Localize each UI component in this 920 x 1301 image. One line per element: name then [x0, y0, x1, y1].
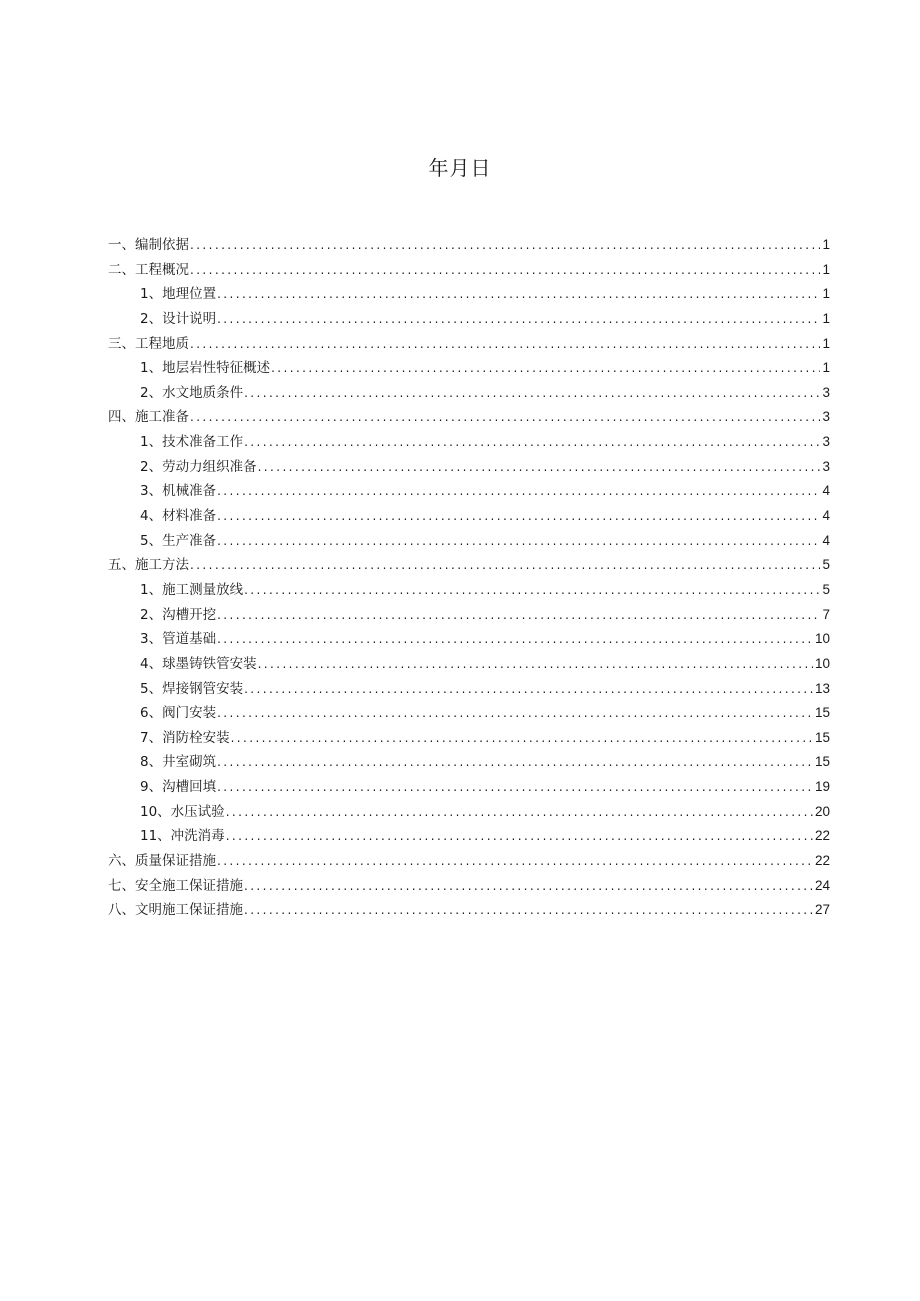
toc-page-number: 20	[814, 803, 830, 819]
toc-page-number: 3	[822, 409, 830, 425]
toc-entry[interactable]	[108, 849, 830, 874]
toc-entry-label: 6、阀门安装	[140, 705, 217, 722]
toc-entry-label: 七、安全施工保证措施	[108, 877, 243, 894]
toc-entry[interactable]	[108, 258, 830, 283]
toc-dot-leader	[231, 726, 813, 750]
toc-dot-leader	[244, 874, 813, 898]
table-of-contents	[108, 233, 830, 923]
toc-page-number: 4	[822, 532, 830, 548]
toc-entry[interactable]	[108, 430, 830, 455]
toc-dot-leader	[217, 750, 813, 774]
toc-entry[interactable]	[108, 824, 830, 849]
toc-entry[interactable]	[108, 356, 830, 381]
toc-entry-label: 2、劳动力组织准备	[140, 458, 257, 475]
toc-page-number: 3	[822, 458, 830, 474]
toc-entry-label: 2、水文地质条件	[140, 384, 244, 401]
toc-entry-label: 8、井室砌筑	[140, 754, 217, 771]
toc-entry-label: 二、工程概况	[108, 261, 189, 278]
toc-page-number: 3	[822, 434, 830, 450]
toc-entry-label: 3、管道基础	[140, 631, 217, 648]
toc-entry-label: 五、施工方法	[108, 557, 189, 574]
toc-entry[interactable]	[108, 603, 830, 628]
toc-page-number: 1	[822, 310, 830, 326]
toc-entry-label: 四、施工准备	[108, 409, 189, 426]
toc-entry-label: 5、焊接钢管安装	[140, 680, 244, 697]
toc-entry-label: 11、冲洗消毒	[140, 828, 225, 845]
toc-entry-label: 1、地理位置	[140, 286, 217, 303]
toc-page-number: 4	[822, 483, 830, 499]
toc-dot-leader	[244, 898, 813, 922]
toc-page-number: 1	[822, 360, 830, 376]
toc-entry-label: 2、沟槽开挖	[140, 606, 217, 623]
toc-dot-leader	[217, 701, 813, 725]
toc-entry-label: 9、沟槽回填	[140, 779, 217, 796]
toc-dot-leader	[244, 677, 813, 701]
toc-page-number: 10	[814, 631, 830, 647]
toc-entry-label: 一、编制依据	[108, 237, 189, 253]
toc-entry-label: 三、工程地质	[108, 335, 189, 352]
toc-entry-label: 4、材料准备	[140, 508, 217, 525]
toc-entry-label: 1、技术准备工作	[140, 434, 244, 451]
toc-dot-leader	[217, 504, 820, 528]
toc-page-number: 27	[814, 902, 830, 918]
toc-dot-leader	[190, 233, 820, 257]
toc-entry[interactable]	[108, 479, 830, 504]
toc-page-number: 13	[814, 680, 830, 696]
toc-entry[interactable]	[108, 405, 830, 430]
toc-entry[interactable]	[108, 677, 830, 702]
toc-page-number: 4	[822, 508, 830, 524]
toc-entry-label: 5、生产准备	[140, 532, 217, 549]
toc-entry[interactable]	[108, 898, 830, 923]
toc-dot-leader	[217, 282, 820, 306]
toc-entry[interactable]	[108, 455, 830, 480]
toc-entry[interactable]	[108, 529, 830, 554]
toc-entry[interactable]	[108, 578, 830, 603]
toc-dot-leader	[244, 578, 820, 602]
toc-entry[interactable]	[108, 307, 830, 332]
toc-entry[interactable]	[108, 874, 830, 899]
toc-page-number: 15	[814, 705, 830, 721]
toc-entry[interactable]	[108, 726, 830, 751]
toc-entry-label: 7、消防栓安装	[140, 729, 230, 746]
toc-page-number: 1	[822, 335, 830, 351]
toc-page-number: 15	[814, 729, 830, 745]
toc-dot-leader	[217, 627, 813, 651]
toc-entry-label: 1、施工测量放线	[140, 581, 244, 598]
toc-entry[interactable]	[108, 332, 830, 357]
toc-dot-leader	[190, 258, 820, 282]
toc-dot-leader	[226, 800, 813, 824]
toc-dot-leader	[271, 356, 820, 380]
toc-page-number: 1	[822, 286, 830, 302]
toc-dot-leader	[217, 529, 820, 553]
toc-entry-label: 2、设计说明	[140, 310, 217, 327]
document-title: 年月日	[428, 156, 492, 180]
toc-entry[interactable]	[108, 282, 830, 307]
toc-entry[interactable]	[108, 381, 830, 406]
toc-page-number: 22	[814, 828, 830, 844]
toc-dot-leader	[217, 307, 820, 331]
toc-page-number: 1	[822, 237, 830, 252]
toc-page-number: 10	[814, 655, 830, 671]
toc-page-number: 15	[814, 754, 830, 770]
toc-page-number: 22	[814, 853, 830, 869]
toc-dot-leader	[190, 553, 820, 577]
toc-entry-label: 4、球墨铸铁管安装	[140, 655, 257, 672]
toc-dot-leader	[244, 381, 820, 405]
toc-page-number: 7	[822, 606, 830, 622]
toc-dot-leader	[217, 603, 820, 627]
toc-entry[interactable]	[108, 750, 830, 775]
toc-dot-leader	[244, 430, 820, 454]
toc-dot-leader	[226, 824, 813, 848]
toc-entry-label: 八、文明施工保证措施	[108, 902, 243, 919]
toc-entry[interactable]	[108, 775, 830, 800]
toc-dot-leader	[258, 455, 821, 479]
toc-entry[interactable]	[108, 800, 830, 825]
toc-dot-leader	[258, 652, 813, 676]
toc-dot-leader	[217, 849, 813, 873]
toc-dot-leader	[190, 405, 820, 429]
toc-page-number: 3	[822, 384, 830, 400]
toc-entry[interactable]	[108, 233, 830, 258]
toc-page-number: 5	[822, 557, 830, 573]
toc-dot-leader	[190, 332, 820, 356]
toc-dot-leader	[217, 775, 813, 799]
toc-entry[interactable]	[108, 652, 830, 677]
toc-page-number: 5	[822, 581, 830, 597]
toc-entry[interactable]	[108, 627, 830, 652]
toc-dot-leader	[217, 479, 820, 503]
toc-entry-label: 10、水压试验	[140, 803, 225, 820]
toc-entry-label: 3、机械准备	[140, 483, 217, 500]
toc-entry[interactable]	[108, 701, 830, 726]
toc-entry[interactable]	[108, 504, 830, 529]
toc-page-number: 19	[814, 779, 830, 795]
toc-entry[interactable]	[108, 553, 830, 578]
toc-entry-label: 1、地层岩性特征概述	[140, 360, 271, 377]
toc-page-number: 1	[822, 261, 830, 277]
toc-entry-label: 六、质量保证措施	[108, 853, 216, 870]
toc-page-number: 24	[814, 877, 830, 893]
